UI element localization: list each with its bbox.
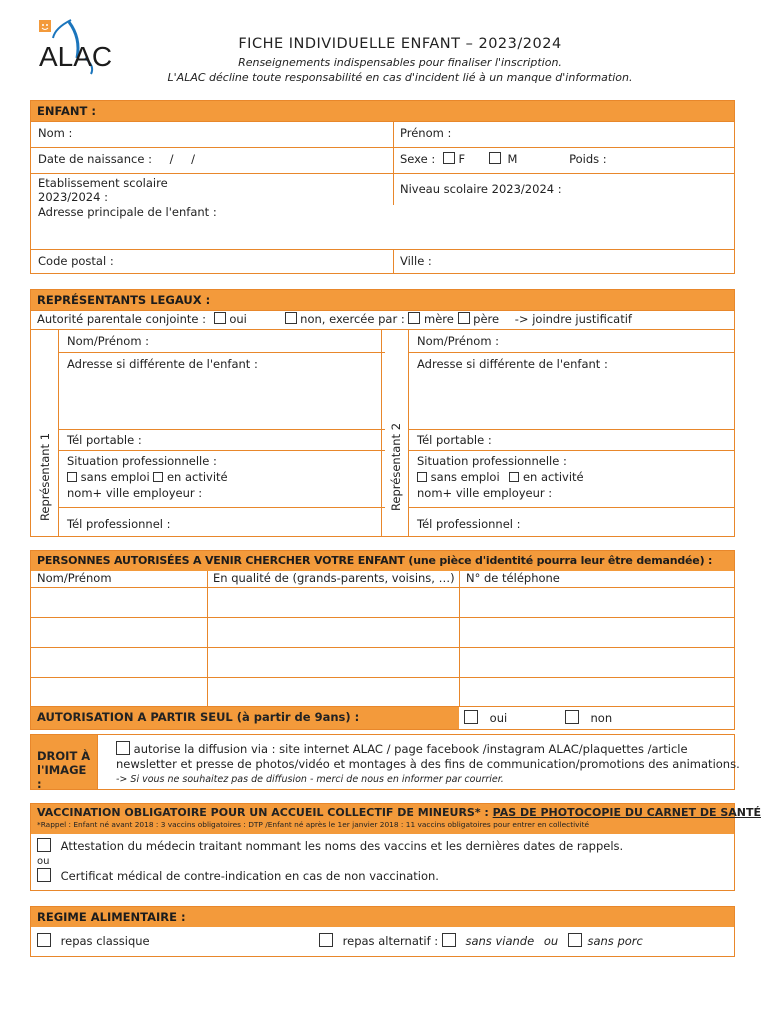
- vaccination-rappel: *Rappel : Enfant né avant 2018 : 3 vaccins obligatoires : DTP /Enfant né après le 1er janvier 2018 : 11 vaccins obligatoires pour entrer en collectivité: [37, 820, 590, 829]
- rep2-telpro[interactable]: [409, 517, 734, 531]
- regime-alternatif-label: repas alternatif :: [342, 934, 439, 948]
- date-label: Date de naissance :: [38, 152, 152, 166]
- sexe-f-checkbox[interactable]: [443, 152, 455, 164]
- rep1-nom[interactable]: [59, 330, 385, 352]
- prenom-label: Prénom :: [400, 126, 452, 140]
- joindre-label: -> joindre justificatif: [514, 312, 632, 326]
- rep1-telpro[interactable]: [59, 517, 385, 531]
- sexe-m-label: M: [507, 152, 518, 166]
- rep2-tel-label: Tél portable :: [417, 433, 492, 447]
- adresse-label[interactable]: Adresse principale de l'enfant :: [38, 205, 217, 219]
- autorite-oui-checkbox[interactable]: [214, 312, 226, 324]
- autorite-label: Autorité parentale conjointe :: [37, 312, 207, 326]
- rep2-situation-label: Situation professionnelle :: [417, 454, 567, 468]
- rep1-nom-label: Nom/Prénom :: [67, 334, 150, 348]
- nom-field[interactable]: [31, 122, 393, 147]
- page-title: FICHE INDIVIDUELLE ENFANT – 2023/2024: [238, 36, 562, 52]
- table-row[interactable]: [31, 587, 734, 617]
- row-naissance: [31, 147, 734, 173]
- certificat-checkbox[interactable]: [37, 868, 51, 882]
- etablissement-label-2: 2023/2024 :: [38, 190, 108, 204]
- date-sep-2: /: [191, 152, 196, 166]
- diffusion-text-1: autorise la diffusion via : site internet ALAC / page facebook /instagram ALAC/plaquettes /article: [133, 742, 688, 756]
- sexe-f-label: F: [458, 152, 466, 166]
- pere-label: père: [473, 312, 500, 326]
- pere-checkbox[interactable]: [458, 312, 470, 324]
- rep2-adresse-label: Adresse si différente de l'enfant :: [417, 357, 608, 371]
- representant-1-sidebar: [31, 330, 59, 537]
- rep2-tel[interactable]: [409, 433, 734, 447]
- sans-viande-label: sans viande: [465, 934, 535, 948]
- rep1-telpro-label: Tél professionnel :: [67, 517, 171, 531]
- autorisation-oui-label: oui: [489, 711, 508, 725]
- diffusion-note: -> Si vous ne souhaitez pas de diffusion - merci de nous en informer par courrier.: [116, 774, 504, 785]
- section-personnes-title: PERSONNES AUTORISÉES A VENIR CHERCHER VOTRE ENFANT (une pièce d'identité pourra leur être demandée) :: [31, 551, 734, 571]
- regime-classique-label: repas classique: [60, 934, 150, 948]
- representant-1-block: [31, 329, 385, 536]
- personnes-header-row: [31, 571, 734, 587]
- rep2-en-activite-label: en activité: [522, 470, 584, 484]
- regime-ou-label: ou: [543, 934, 559, 948]
- autorisation-oui-checkbox[interactable]: [464, 710, 478, 724]
- col-qualite-header: En qualité de (grands-parents, voisins, …): [213, 571, 455, 585]
- regime-alternatif-row: [319, 933, 643, 948]
- niveau-label: Niveau scolaire 2023/2024 :: [400, 182, 562, 196]
- rep1-situation-label: Situation professionnelle :: [67, 454, 217, 468]
- rep1-sans-emploi-checkbox[interactable]: [67, 472, 77, 482]
- section-enfant: [30, 100, 735, 274]
- regime-classique-checkbox[interactable]: [37, 933, 51, 947]
- section-enfant-title: ENFANT :: [31, 101, 734, 121]
- row-cp: [31, 249, 734, 273]
- table-row[interactable]: [31, 647, 734, 677]
- certificat-row: [37, 868, 439, 883]
- mere-label: mère: [424, 312, 454, 326]
- table-row[interactable]: [31, 677, 734, 707]
- mere-checkbox[interactable]: [408, 312, 420, 324]
- logo-text: ALAC: [39, 41, 113, 72]
- rep1-tel[interactable]: [59, 433, 385, 447]
- rep2-nom-label: Nom/Prénom :: [417, 334, 500, 348]
- rep2-sans-emploi-label: sans emploi: [430, 470, 500, 484]
- rep2-sans-emploi-checkbox[interactable]: [417, 472, 427, 482]
- droit-image-label-2: l'IMAGE :: [37, 763, 87, 791]
- sans-porc-label: sans porc: [587, 934, 643, 948]
- section-vaccination: [30, 803, 761, 891]
- attestation-row: [37, 838, 623, 853]
- section-representants: [30, 289, 735, 537]
- subtitle-1: Renseignements indispensables pour finaliser l'inscription.: [238, 56, 562, 69]
- regime-alternatif-checkbox[interactable]: [319, 933, 333, 947]
- representant-1-label: Représentant 1: [38, 432, 52, 522]
- rep2-adresse[interactable]: [409, 352, 734, 430]
- representant-2-sidebar: [382, 330, 409, 537]
- rep2-nom[interactable]: [409, 330, 734, 352]
- section-regime: [30, 906, 735, 957]
- row-etablissement: [31, 173, 734, 205]
- autorite-non-label: non, exercée par :: [300, 312, 405, 326]
- regime-classique-row: [37, 933, 150, 948]
- representant-2-label: Représentant 2: [389, 422, 403, 512]
- certificat-label: Certificat médical de contre-indication en cas de non vaccination.: [60, 869, 439, 883]
- diffusion-checkbox[interactable]: [116, 741, 130, 755]
- vaccination-title: VACCINATION OBLIGATOIRE POUR UN ACCUEIL COLLECTIF DE MINEURS* :: [37, 806, 489, 819]
- cp-field[interactable]: [31, 250, 393, 273]
- poids-label[interactable]: Poids :: [569, 152, 607, 166]
- vaccination-title-underline: PAS DE PHOTOCOPIE DU CARNET DE SANTÉ: [492, 806, 761, 819]
- etablissement-field[interactable]: [31, 174, 393, 205]
- nom-label: Nom :: [38, 126, 73, 140]
- droit-image-content: [98, 734, 740, 790]
- rep2-situation: [409, 450, 734, 508]
- section-personnes: [30, 550, 735, 730]
- autorisation-non-checkbox[interactable]: [565, 710, 579, 724]
- autorite-non-checkbox[interactable]: [285, 312, 297, 324]
- etablissement-label-1: Etablissement scolaire: [38, 176, 168, 190]
- sexe-label: Sexe :: [400, 152, 436, 166]
- sexe-m-checkbox[interactable]: [489, 152, 501, 164]
- sans-porc-checkbox[interactable]: [568, 933, 582, 947]
- rep1-employeur-label[interactable]: nom+ ville employeur :: [67, 486, 203, 500]
- representant-2-block: [381, 329, 734, 536]
- diffusion-text-2: newsletter et presse de photos/vidéo et montages à des fins de communication/promotions des animations.: [116, 757, 740, 771]
- prenom-field[interactable]: [393, 122, 734, 147]
- autorisation-label: AUTORISATION A PARTIR SEUL (à partir de 9ans) :: [31, 707, 459, 729]
- date-field[interactable]: [31, 148, 393, 173]
- rep1-sans-emploi-label: sans emploi: [80, 470, 150, 484]
- col-telephone-header: N° de téléphone: [466, 571, 560, 585]
- rep2-employeur-label[interactable]: nom+ ville employeur :: [417, 486, 553, 500]
- autorite-oui-label: oui: [229, 312, 247, 326]
- ville-label: Ville :: [400, 254, 432, 268]
- cp-label: Code postal :: [38, 254, 114, 268]
- ville-field[interactable]: [393, 250, 734, 273]
- droit-image-label-1: DROIT À: [37, 749, 91, 763]
- rep1-situation: [59, 450, 385, 508]
- autorisation-non-label: non: [590, 711, 613, 725]
- rep2-en-activite-checkbox[interactable]: [509, 472, 519, 482]
- droit-image-label: [30, 734, 98, 790]
- table-row[interactable]: [31, 617, 734, 647]
- autorisation-options: [464, 710, 612, 725]
- rep1-en-activite-checkbox[interactable]: [153, 472, 163, 482]
- section-representants-title: REPRÉSENTANTS LEGAUX :: [31, 290, 734, 310]
- rep1-en-activite-label: en activité: [166, 470, 228, 484]
- autorite-row: [31, 310, 734, 328]
- rep1-tel-label: Tél portable :: [67, 433, 142, 447]
- niveau-field[interactable]: [393, 174, 734, 205]
- sans-viande-checkbox[interactable]: [442, 933, 456, 947]
- sexe-field: [393, 148, 734, 173]
- date-sep-1: /: [169, 152, 174, 166]
- subtitle-2: L'ALAC décline toute responsabilité en cas d'incident lié à un manque d'information.: [167, 71, 633, 84]
- section-droit-image: [30, 734, 740, 791]
- rep1-adresse[interactable]: [59, 352, 385, 430]
- rep1-adresse-label: Adresse si différente de l'enfant :: [67, 357, 258, 371]
- col-nom-header: Nom/Prénom: [37, 571, 112, 585]
- attestation-label: Attestation du médecin traitant nommant les noms des vaccins et les dernières dates de rappels.: [60, 839, 624, 853]
- rep2-telpro-label: Tél professionnel :: [417, 517, 521, 531]
- attestation-checkbox[interactable]: [37, 838, 51, 852]
- section-regime-title: REGIME ALIMENTAIRE :: [31, 907, 734, 927]
- vaccination-header: [31, 804, 761, 834]
- ou-label: ou: [37, 856, 50, 867]
- row-nom: [31, 121, 734, 147]
